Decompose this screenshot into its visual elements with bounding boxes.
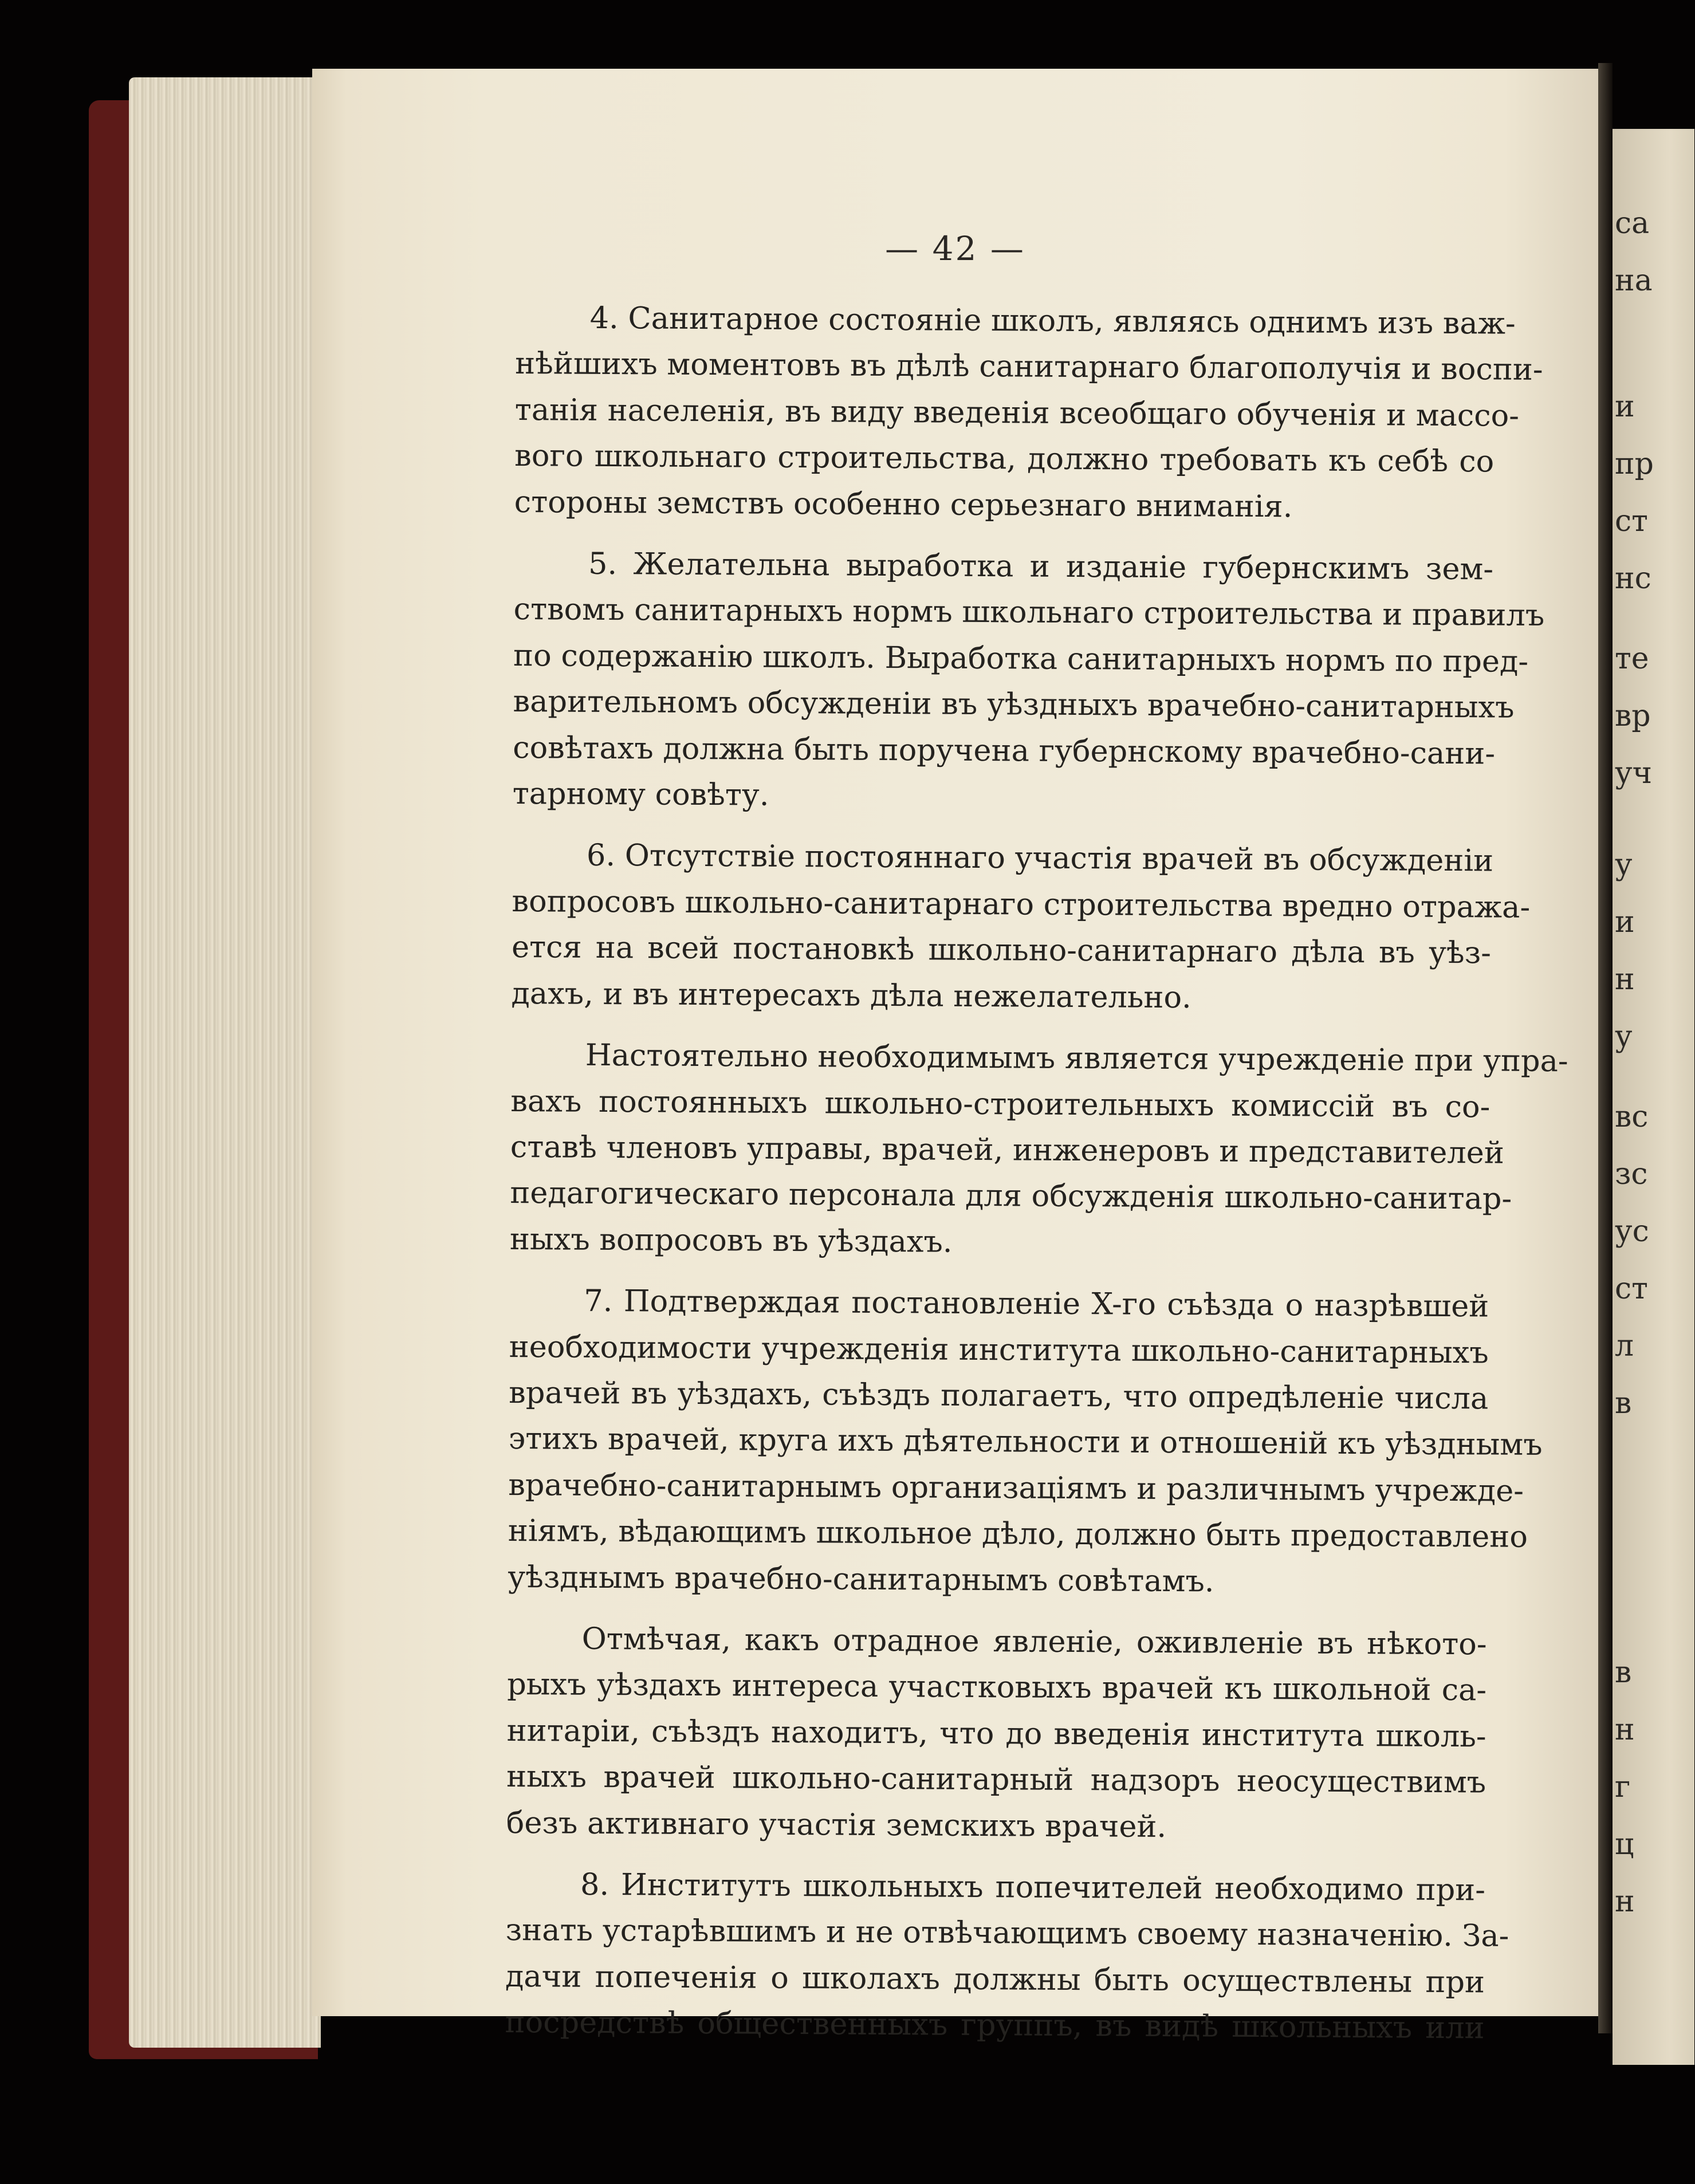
facing-page-fragment: уч bbox=[1615, 756, 1652, 790]
text-line: вого школьнаго строительства, должно требовать къ себѣ со bbox=[514, 438, 1495, 479]
facing-page-fragment: н bbox=[1615, 1713, 1635, 1747]
text-line: вопросовъ школьно-санитарнаго строительства вредно отража- bbox=[512, 883, 1531, 925]
text-line: тарному совѣту. bbox=[512, 776, 769, 813]
paragraph bbox=[508, 1278, 1543, 1606]
text-line: варительномъ обсужденiи въ уѣздныхъ врачебно-санитарныхъ bbox=[513, 684, 1515, 725]
text-line: ныхъ вопросовъ въ уѣздахъ. bbox=[509, 1221, 953, 1260]
text-line: 7. Подтверждая постановленiе X-го съѣзда о назрѣвшей bbox=[584, 1283, 1489, 1324]
text-line: нѣйшихъ моментовъ въ дѣлѣ санитарнаго благополучiя и воспи- bbox=[515, 346, 1543, 388]
text-line: рыхъ уѣздахъ интереса участковыхъ врачей къ школьной са- bbox=[506, 1667, 1487, 1708]
paragraph bbox=[511, 832, 1531, 1022]
text-line: посредствѣ общественныхъ группъ, въ видѣ школьныхъ или bbox=[505, 2005, 1485, 2046]
text-line: 8. Институтъ школьныхъ попечителей необходимо при- bbox=[580, 1867, 1486, 1908]
text-line: Настоятельно необходимымъ является учрежденiе при упра- bbox=[585, 1037, 1568, 1079]
facing-page-fragment: в bbox=[1615, 1655, 1632, 1690]
facing-page-fragment: ст bbox=[1615, 1272, 1648, 1306]
facing-page-fragment: вс bbox=[1615, 1100, 1649, 1134]
paragraph bbox=[512, 541, 1545, 823]
text-line: Отмѣчая, какъ отрадное явленiе, оживленiе въ нѣкото- bbox=[581, 1621, 1487, 1662]
facing-page bbox=[1613, 129, 1694, 2065]
page-text bbox=[505, 295, 1568, 2067]
text-line: дачи попеченiя о школахъ должны быть осуществлены при bbox=[505, 1958, 1485, 2000]
facing-page-fragment: нс bbox=[1615, 561, 1651, 596]
text-line: вахъ постоянныхъ школьно-строительныхъ комиссiй въ со- bbox=[510, 1083, 1491, 1124]
paragraph bbox=[509, 1032, 1568, 1268]
text-line: ется на всей постановкѣ школьно-санитарнаго дѣла въ уѣз- bbox=[511, 930, 1492, 971]
facing-page-fragment: те bbox=[1615, 642, 1649, 676]
text-line: этихъ врачей, круга ихъ дѣятельности и отношенiй къ уѣзднымъ bbox=[508, 1421, 1543, 1463]
facing-page-fragment: у bbox=[1615, 848, 1633, 882]
page-edges bbox=[129, 77, 321, 2048]
text-line: танiя населенiя, въ виду введенiя всеобщаго обученiя и массо- bbox=[514, 392, 1520, 434]
text-line: стороны земствъ особенно серьезнаго вниманiя. bbox=[514, 484, 1293, 524]
text-line: по содержанiю школъ. Выработка санитарныхъ нормъ по пред- bbox=[513, 638, 1529, 679]
facing-page-fragment: ус bbox=[1615, 1214, 1649, 1249]
text-line: 4. Санитарное состоянiе школъ, являясь однимъ изъ важ- bbox=[589, 300, 1516, 341]
facing-page-fragment: н bbox=[1615, 962, 1635, 997]
text-line: педагогическаго персонала для обсужденiя школьно-санитар- bbox=[510, 1175, 1512, 1217]
facing-page-fragment: са bbox=[1615, 206, 1650, 241]
text-line: 6. Отсутствiе постояннаго участiя врачей въ обсужденiи bbox=[586, 838, 1494, 879]
book-gutter bbox=[1598, 63, 1613, 2033]
paragraph bbox=[505, 1862, 1509, 2052]
text-line: уѣзднымъ врачебно-санитарнымъ совѣтамъ. bbox=[508, 1559, 1214, 1599]
facing-page-fragment: и bbox=[1615, 905, 1635, 939]
facing-page-fragment: на bbox=[1615, 263, 1653, 298]
book-page bbox=[312, 69, 1598, 2046]
facing-page-fragment: г bbox=[1615, 1770, 1631, 1804]
facing-page-fragment: л bbox=[1615, 1329, 1634, 1363]
facing-page-fragment: и bbox=[1615, 389, 1635, 424]
facing-page-fragment: ст bbox=[1615, 504, 1648, 538]
paragraph bbox=[506, 1616, 1486, 1852]
text-line: 5. Желательна выработка и изданiе губернскимъ зем- bbox=[588, 546, 1494, 587]
text-line: ставѣ членовъ управы, врачей, инженеровъ и представителей bbox=[510, 1129, 1504, 1171]
page-number: — 42 — bbox=[885, 229, 1025, 268]
facing-page-fragment: н bbox=[1615, 1884, 1635, 1919]
text-line: необходимости учрежденiя института школьно-санитарныхъ bbox=[509, 1329, 1489, 1370]
facing-page-fragment: зс bbox=[1615, 1157, 1648, 1191]
text-line: нитарiи, съѣздъ находитъ, что до введенiя института школь- bbox=[506, 1713, 1486, 1754]
facing-page-fragment: пр bbox=[1615, 447, 1654, 481]
text-line: нiямъ, вѣдающимъ школьное дѣло, должно быть предоставлено bbox=[508, 1513, 1528, 1555]
text-line: врачебно-санитарнымъ организацiямъ и различнымъ учрежде- bbox=[508, 1467, 1524, 1509]
text-line: совѣтахъ должна быть поручена губернскому врачебно-сани- bbox=[512, 730, 1496, 772]
text-line: ствомъ санитарныхъ нормъ школьнаго строительства и правилъ bbox=[513, 592, 1545, 633]
text-line: ныхъ врачей школьно-санитарный надзоръ неосуществимъ bbox=[506, 1759, 1486, 1800]
facing-page-fragment: ц bbox=[1615, 1827, 1634, 1862]
facing-page-fragment: у bbox=[1615, 1020, 1633, 1054]
text-line: знать устарѣвшимъ и не отвѣчающимъ своему назначенiю. За- bbox=[505, 1913, 1509, 1954]
text-line: врачей въ уѣздахъ, съѣздъ полагаетъ, что опредѣленiе числа bbox=[509, 1375, 1489, 1416]
text-line: дахъ, и въ интересахъ дѣла нежелательно. bbox=[511, 975, 1191, 1015]
paragraph bbox=[514, 295, 1543, 531]
facing-page-fragment: в bbox=[1615, 1386, 1632, 1420]
text-line: безъ активнаго участiя земскихъ врачей. bbox=[506, 1805, 1167, 1844]
facing-page-fragment: вр bbox=[1615, 699, 1651, 733]
